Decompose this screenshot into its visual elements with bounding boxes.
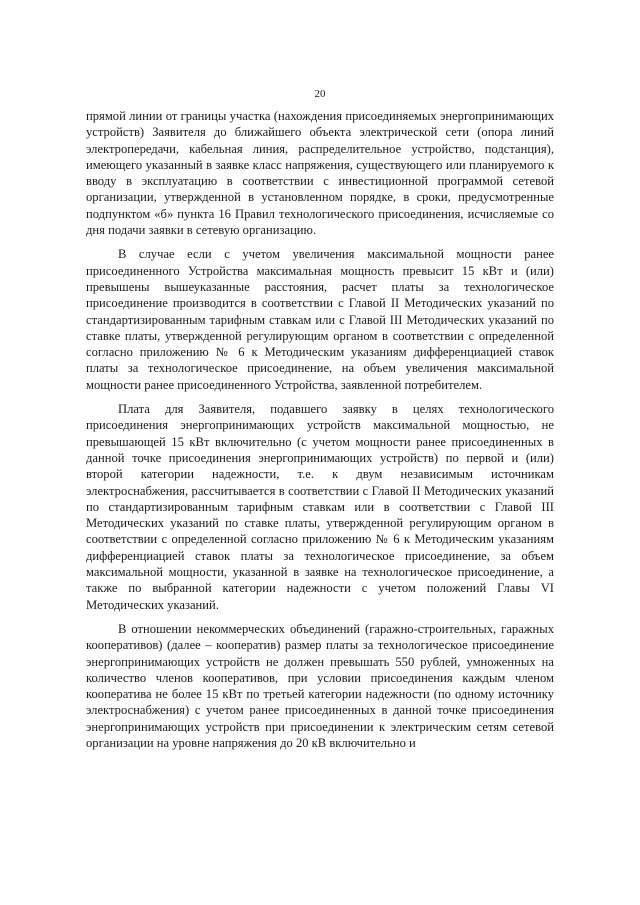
paragraph-power-increase: В случае если с учетом увеличения максимальной мощности ранее присоединенного Устройства максимальная мощность превысит 15 кВт и (или) превышены вышеуказанные расстояния, расчет платы за технологическое присоединение производится в соответствии с Главой II Методических указаний по стандартизированным тарифным ставкам или с Главой III Методических указаний по ставке платы, утвержденной регулирующим органом в соответствии с определенной согласно приложению № 6 к Методическим указаниям дифференциацией ставок платы за технологическое присоединение, на объем увеличения максимальной мощности ранее присоединенного Устройства, заявленной потребителем. [86, 247, 554, 392]
page-number: 20 [314, 88, 326, 100]
document-body [86, 108, 554, 751]
paragraph-reliability-category: Плата для Заявителя, подавшего заявку в целях технологического присоединения энергопринимающих устройств максимальной мощностью, не превышающей 15 кВт включительно (с учетом мощности ранее присоединенных в данной точке присоединения энергопринимающих устройств) по первой и (или) второй категории надежности, т.е. к двум независимым источникам электроснабжения, рассчитывается в соответствии с Главой II Методических указаний по стандартизированным тарифным ставкам или в соответствии с Главой III Методических указаний по ставке платы, утвержденной регулирующим органом в соответствии с определенной согласно приложению № 6 к Методическим указаниям дифференциацией ставок платы за технологическое присоединение, за объем максимальной мощности, указанной в заявке на технологическое присоединение, а также по выбранной категории надежности с учетом положений Главы VI Методических указаний. [86, 402, 554, 612]
paragraph-continuation: прямой линии от границы участка (нахождения присоединяемых энергопринимающих устройств) Заявителя до ближайшего объекта электрической сети (опора линий электропередачи, кабельная линия, распределительное устройство, подстанция), имеющего указанный в заявке класс напряжения, существующего или планируемого к вводу в эксплуатацию в соответствии с инвестиционной программой сетевой организации, утвержденной в установленном порядке, в сроки, предусмотренные подпунктом «б» пункта 16 Правил технологического присоединения, исчисляемые со дня подачи заявки в сетевую организацию. [86, 109, 554, 238]
paragraph-cooperatives: В отношении некоммерческих объединений (гаражно-строительных, гаражных кооперативов) (далее – кооператив) размер платы за технологическое присоединение энергопринимающих устройств не должен превышать 550 рублей, умноженных на количество членов кооперативов, при условии присоединения каждым членом кооператива не более 15 кВт по третьей категории надежности (по одному источнику электроснабжения) с учетом ранее присоединенных в данной точке присоединения энергопринимающих устройств при присоединении к электрическим сетям сетевой организации на уровне напряжения до 20 кВ включительно и [86, 621, 554, 750]
